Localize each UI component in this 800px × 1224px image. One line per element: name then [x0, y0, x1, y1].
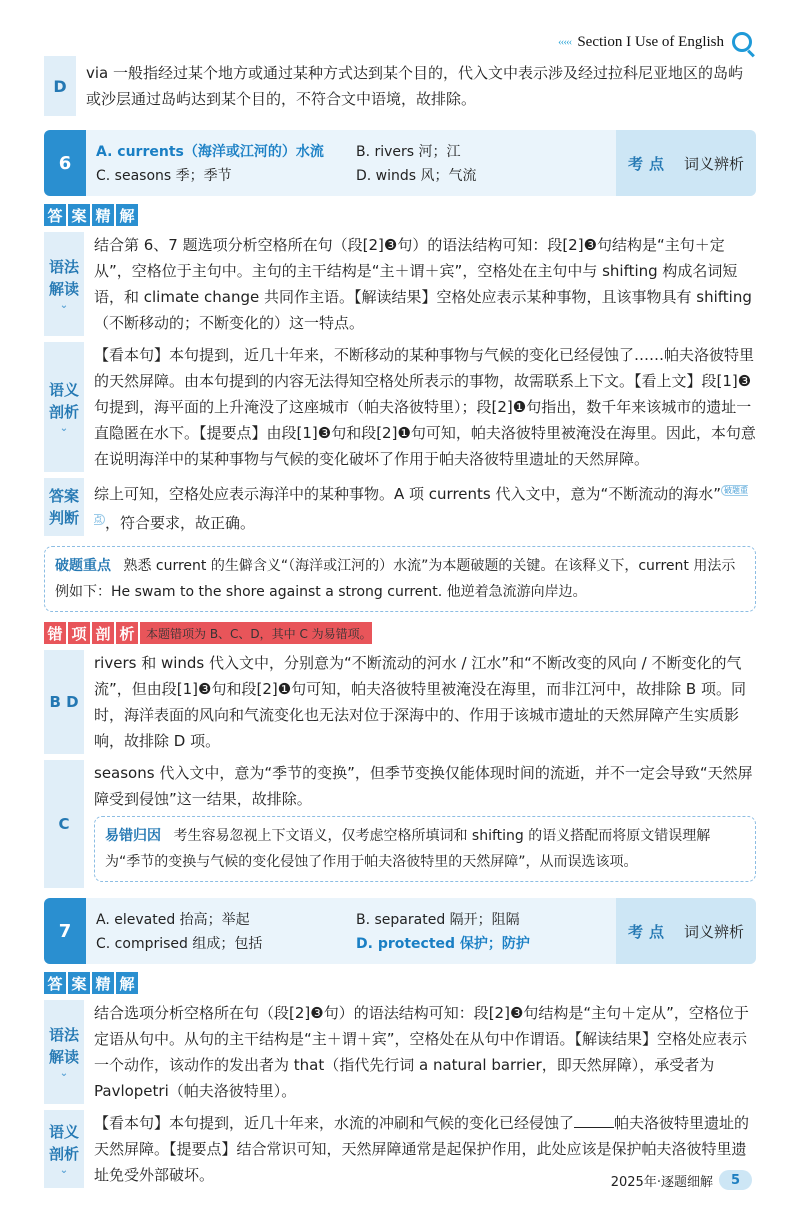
- option-d: D. winds 风；气流: [356, 168, 477, 184]
- block-tag-label: 答案判断: [48, 487, 79, 527]
- meaning-text-a: 【看本句】本句提到，近几十年来，水流的冲刷和气候的变化已经侵蚀了: [94, 1114, 575, 1132]
- title-char: 精: [92, 204, 114, 226]
- block-tag: [44, 342, 84, 472]
- option-d-explanation: [44, 56, 756, 116]
- option-text: via 一般指经过某个地方或通过某种方式达到某个目的，代入文中表示涉及经过拉科尼亚地区的岛屿或沙层通过岛屿达到某个目的，不符合文中语境，故排除。: [86, 64, 744, 108]
- option-b: B. rivers 河；江: [356, 144, 461, 160]
- question-options: [86, 898, 616, 964]
- key-point-value: 词义辨析: [684, 922, 745, 941]
- page-content: [44, 56, 756, 1194]
- option-c: C. comprised 组成；包括: [96, 936, 263, 952]
- key-tag: 破题重点: [94, 486, 749, 524]
- title-char: 精: [92, 972, 114, 994]
- page-number: 5: [719, 1170, 752, 1190]
- question-options: [86, 130, 616, 196]
- title-char: 错: [44, 622, 66, 644]
- block-text: [84, 478, 756, 536]
- block-tag-label: 语义剖析: [48, 381, 79, 421]
- option-a: A. currents（海洋或江河的）水流: [96, 144, 324, 160]
- grammar-block: [44, 1000, 756, 1104]
- block-tag-label: 语义剖析: [48, 1123, 79, 1163]
- tip-text: 熟悉 current 的生僻含义“（海洋或江河的）水流”为本题破题的关键。在该释义下，current 用法示例如下：He swam to the shore against a strong current. 他逆着急流游向岸边。: [55, 558, 736, 600]
- block-tag: [44, 478, 84, 536]
- key-point-label: 考点: [627, 154, 670, 173]
- block-tag: [44, 1110, 84, 1188]
- block-tag: C: [44, 760, 84, 888]
- option-c: C. seasons 季；季节: [96, 168, 232, 184]
- wrong-note: 本题错项为 B、C、D，其中 C 为易错项。: [140, 622, 372, 644]
- block-tag-label: 语法解读: [48, 1026, 79, 1066]
- judge-text: 综上可知，空格处应表示海洋中的某种事物。A 项 currents 代入文中，意为“不断流动的海水”: [94, 485, 722, 503]
- answer-analysis-title: [44, 972, 756, 994]
- bd-block: [44, 650, 756, 754]
- block-text: [84, 760, 756, 888]
- block-text: 结合第 6、7 题选项分析空格所在句（段[2]❸句）的语法结构可知：段[2]❸句结构是“主句＋定从”，空格位于主句中。主句的主干结构是“主＋谓＋宾”，空格处在主句中与 shifting 构成名词短语，和 climate change 共同作主语。【解读结果】空格处应表示某种事物，且该事物具有 shifting（不断移动的；不断变化的）这一特点。: [94, 236, 752, 332]
- error-tip-box: [94, 816, 756, 882]
- running-header: [558, 32, 752, 52]
- option-d: D. protected 保护；防护: [356, 936, 530, 952]
- option-tag: D: [44, 56, 76, 116]
- chevron-down-icon: ⌄: [59, 1165, 69, 1176]
- title-char: 剖: [92, 622, 114, 644]
- block-text: rivers 和 winds 代入文中，分别意为“不断流动的河水 / 江水”和“不断改变的风向 / 不断变化的气流”，但由段[1]❸句和段[2]❶句可知，帕夫洛彼特里被淹没在海里，而非江河中，故排除 B 项。同时，海洋表面的风向和气流变化也无法对位于深海中的、作用于该城市遗址的天然屏障产生实质影响，故排除 D 项。: [94, 654, 746, 750]
- chevron-down-icon: ⌄: [59, 300, 69, 311]
- tip-text: 考生容易忽视上下文语义，仅考虑空格所填词和 shifting 的语义搭配而将原文错误理解为“季节的变换与气候的变化侵蚀了作用于帕夫洛彼特里的天然屏障”，从而误选该项。: [105, 828, 711, 870]
- title-char: 案: [68, 204, 90, 226]
- block-text: 【看本句】本句提到，近几十年来，不断移动的某种事物与气候的变化已经侵蚀了……帕夫洛彼特里的天然屏障。由本句提到的内容无法得知空格处所表示的事物，故需联系上下文。【看上文】段[1]❸句提到，海平面的上升淹没了这座城市（帕夫洛彼特里）；段[2]❶句指出，数千年来该城市的遗址一直隐匿在水下。【提要点】由段[1]❸句和段[2]❶句可知，帕夫洛彼特里被淹没在海里。因此，本句意在说明海洋中的某种事物与气候的变化破坏了作用于帕夫洛彼特里遗址的天然屏障。: [94, 346, 756, 468]
- search-icon: [732, 32, 752, 52]
- block-tag: B D: [44, 650, 84, 754]
- key-point-label: 考点: [627, 922, 670, 941]
- grammar-block: [44, 232, 756, 336]
- answer-blank: [574, 1114, 614, 1128]
- judge-end: ，符合要求，故正确。: [105, 514, 256, 532]
- meaning-block: [44, 342, 756, 472]
- title-char: 解: [116, 972, 138, 994]
- question-number: 6: [44, 130, 86, 196]
- answer-analysis-title: [44, 204, 756, 226]
- block-tag-label: 语法解读: [48, 258, 79, 298]
- question-7-box: [44, 898, 756, 964]
- question-6-box: [44, 130, 756, 196]
- chevron-down-icon: ⌄: [59, 1068, 69, 1079]
- arrows-icon: ‹‹‹‹‹: [558, 36, 572, 48]
- title-char: 答: [44, 204, 66, 226]
- option-a: A. elevated 抬高；举起: [96, 912, 250, 928]
- c-block: [44, 760, 756, 888]
- footer-text: 2025年·逐题细解: [610, 1174, 713, 1190]
- option-b: B. separated 隔开；阻隔: [356, 912, 520, 928]
- section-title: Section I Use of English: [577, 33, 724, 50]
- title-char: 案: [68, 972, 90, 994]
- title-char: 项: [68, 622, 90, 644]
- key-point-value: 词义辨析: [684, 154, 745, 173]
- tip-label: 破题重点: [55, 558, 111, 574]
- c-text: seasons 代入文中，意为“季节的变换”，但季节变换仅能体现时间的流逝，并不一定会导致“天然屏障受到侵蚀”这一结果，故排除。: [94, 764, 753, 808]
- meaning-text-b: 帕夫洛彼特里遗址的天然屏障。【提要点】结合常识可知，天然屏障通常是起保护作用，此处应该是保护帕夫洛彼特里遗址免受外部破坏。: [94, 1114, 750, 1184]
- title-char: 析: [116, 622, 138, 644]
- title-char: 解: [116, 204, 138, 226]
- block-tag: [44, 232, 84, 336]
- key-point: [616, 898, 756, 964]
- key-tip-box: [44, 546, 756, 612]
- key-point: [616, 130, 756, 196]
- title-char: 答: [44, 972, 66, 994]
- block-tag: [44, 1000, 84, 1104]
- question-number: 7: [44, 898, 86, 964]
- judgement-block: [44, 478, 756, 536]
- page-footer: [611, 1170, 752, 1190]
- tip-label: 易错归因: [105, 828, 161, 844]
- chevron-down-icon: ⌄: [59, 423, 69, 434]
- block-text: 结合选项分析空格所在句（段[2]❸句）的语法结构可知：段[2]❸句结构是“主句＋定从”，空格位于定语从句中。从句的主干结构是“主＋谓＋宾”，空格处在从句中作谓语。【解读结果】空格处应表示一个动作，该动作的发出者为 that（指代先行词 a natural barrier，即天然屏障），承受者为 Pavlopetri（帕夫洛彼特里）。: [94, 1004, 749, 1100]
- wrong-options-title: [44, 622, 756, 644]
